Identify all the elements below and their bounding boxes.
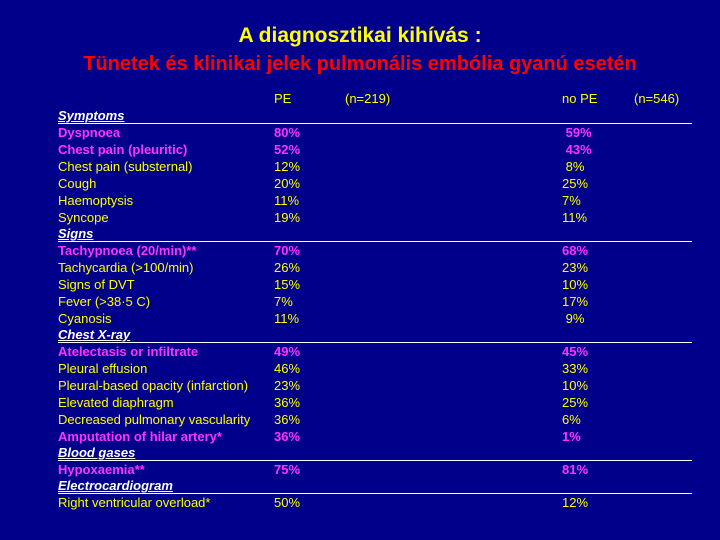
row-nope-value: 45%	[562, 344, 589, 359]
row-label: Chest pain (pleuritic)	[58, 142, 188, 157]
row-label: Hypoxaemia**	[58, 462, 145, 477]
row-pe-value: 11%	[274, 193, 300, 208]
row-nope-value: 6%	[562, 412, 581, 427]
row-nope-value: 8%	[562, 159, 585, 174]
title-line-1: A diagnosztikai kihívás :	[238, 24, 482, 47]
header-nope-n: (n=546)	[634, 91, 680, 106]
row-nope-value: 43%	[562, 142, 592, 157]
row-nope-value: 10%	[562, 277, 589, 292]
table-row	[58, 428, 692, 445]
row-pe-value: 80%	[274, 125, 301, 140]
row-pe-value: 36%	[274, 429, 301, 444]
row-label: Elevated diaphragm	[58, 395, 174, 410]
row-nope-value: 68%	[562, 243, 589, 258]
title-line-2: Tünetek és klinikai jelek pulmonális embólia gyanú esetén	[83, 53, 637, 75]
row-nope-value: 7%	[562, 193, 581, 208]
row-pe-value: 19%	[274, 210, 301, 225]
table-row	[58, 276, 692, 293]
row-nope-value: 23%	[562, 260, 589, 275]
row-pe-value: 15%	[274, 277, 301, 292]
row-label: Dyspnoea	[58, 125, 121, 140]
table-row	[58, 259, 692, 276]
row-label: Chest pain (substernal)	[58, 159, 193, 174]
row-label: Syncope	[58, 210, 109, 225]
row-label: Haemoptysis	[58, 193, 134, 208]
row-pe-value: 36%	[274, 395, 301, 410]
row-label: Atelectasis or infiltrate	[58, 344, 199, 359]
section-header	[58, 108, 692, 124]
row-label: Fever (>38·5 C)	[58, 294, 151, 309]
table-row	[58, 343, 692, 360]
row-pe-value: 70%	[274, 243, 301, 258]
row-nope-value: 12%	[562, 495, 589, 510]
row-label: Cough	[58, 176, 97, 191]
row-pe-value: 46%	[274, 361, 301, 376]
table-row	[58, 360, 692, 377]
section-header	[58, 327, 692, 343]
section-title: Blood gases	[58, 445, 136, 460]
section-title: Symptoms	[58, 108, 125, 123]
row-pe-value: 75%	[274, 462, 301, 477]
table-row	[58, 394, 692, 411]
row-nope-value: 9%	[562, 311, 585, 326]
row-nope-value: 59%	[562, 125, 592, 140]
table-row	[58, 124, 692, 141]
section-title: Electrocardiogram	[58, 478, 173, 493]
table-row	[58, 293, 692, 310]
table-row	[58, 411, 692, 428]
row-label: Pleural-based opacity (infarction)	[58, 378, 249, 393]
row-label: Pleural effusion	[58, 361, 148, 376]
row-nope-value: 25%	[562, 176, 589, 191]
table-row	[58, 192, 692, 209]
table-row	[58, 377, 692, 394]
table-row	[58, 494, 692, 511]
row-nope-value: 11%	[562, 210, 588, 225]
row-nope-value: 1%	[562, 429, 581, 444]
section-header	[58, 445, 692, 461]
table-row	[58, 461, 692, 478]
findings-table	[58, 108, 692, 511]
row-pe-value: 49%	[274, 344, 301, 359]
table-row	[58, 141, 692, 158]
row-label: Tachypnoea (20/min)**	[58, 243, 197, 258]
table-row	[58, 310, 692, 327]
row-pe-value: 11%	[274, 311, 300, 326]
table-row	[58, 158, 692, 175]
table-row	[58, 209, 692, 226]
row-label: Tachycardia (>100/min)	[58, 260, 194, 275]
section-header	[58, 226, 692, 242]
row-label: Cyanosis	[58, 311, 112, 326]
row-label: Signs of DVT	[58, 277, 135, 292]
table-row	[58, 175, 692, 192]
section-title: Chest X-ray	[58, 327, 131, 342]
header-pe-n: (n=219)	[345, 91, 391, 106]
section-title: Signs	[58, 226, 94, 241]
row-nope-value: 25%	[562, 395, 589, 410]
row-pe-value: 23%	[274, 378, 301, 393]
row-nope-value: 33%	[562, 361, 589, 376]
row-nope-value: 10%	[562, 378, 589, 393]
row-label: Decreased pulmonary vascularity	[58, 412, 251, 427]
row-pe-value: 20%	[274, 176, 301, 191]
header-nope: no PE	[562, 91, 598, 106]
row-pe-value: 36%	[274, 412, 301, 427]
row-pe-value: 12%	[274, 159, 301, 174]
row-label: Amputation of hilar artery*	[58, 429, 222, 444]
row-pe-value: 26%	[274, 260, 301, 275]
row-nope-value: 81%	[562, 462, 589, 477]
row-pe-value: 7%	[274, 294, 293, 309]
row-label: Right ventricular overload*	[58, 495, 211, 510]
header-pe: PE	[274, 91, 292, 106]
row-pe-value: 52%	[274, 142, 301, 157]
section-header	[58, 478, 692, 494]
table-row	[58, 242, 692, 259]
row-pe-value: 50%	[274, 495, 301, 510]
row-nope-value: 17%	[562, 294, 589, 309]
